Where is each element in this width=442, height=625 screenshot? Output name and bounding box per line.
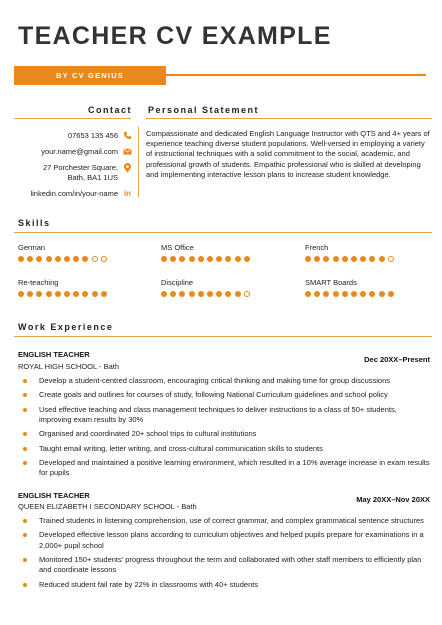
job-bullet: Monitored 150+ students’ progress throughout the term and collaborated with other staff members to efficiently plan and coordinate lessons: [22, 555, 430, 575]
rating-dot-filled: [342, 256, 348, 262]
skill-rating: [305, 291, 425, 297]
rating-dot-filled: [170, 291, 176, 297]
experience-heading: Work Experience: [18, 322, 114, 332]
skill-rating: [305, 256, 425, 262]
skill-rating: [18, 256, 138, 262]
skill-name: Re-teaching: [18, 278, 59, 287]
personal-statement: Compassionate and dedicated English Language Instructor with QTS and 4+ years of experience teaching diverse student populations. Well-versed in employing a variety of instructional techniques with a solid commitment to the social, academic, and professional growth of students. Empathic professional who is skilled at developing and implementing interactive lesson plans to increase student knowledge.: [146, 129, 430, 179]
rating-dot-filled: [333, 256, 339, 262]
job-title: ENGLISH TEACHER: [18, 350, 90, 359]
rating-dot-filled: [225, 291, 231, 297]
phone-text: 07653 135 456: [67, 131, 118, 140]
experience-rule: [14, 336, 432, 337]
rating-dot-filled: [46, 291, 52, 297]
statement-heading: Personal Statement: [148, 105, 260, 115]
map-pin-icon: [123, 163, 132, 172]
rating-dot-filled: [333, 291, 339, 297]
rating-dot-filled: [36, 291, 42, 297]
linkedin-text[interactable]: linkedin.com/in/your-name: [30, 189, 118, 198]
rating-dot-filled: [360, 291, 366, 297]
skill-name: German: [18, 243, 46, 252]
rating-dot-filled: [379, 291, 385, 297]
contact-linkedin[interactable]: [14, 189, 132, 199]
job-dates: Dec 20XX–Present: [364, 355, 430, 364]
rating-dot-empty: [244, 291, 250, 297]
rating-dot-filled: [55, 256, 61, 262]
rating-dot-filled: [161, 256, 167, 262]
rating-dot-filled: [92, 291, 98, 297]
rating-dot-filled: [161, 291, 167, 297]
rating-dot-filled: [82, 291, 88, 297]
rating-dot-filled: [323, 291, 329, 297]
rating-dot-filled: [235, 256, 241, 262]
skill-rating: [18, 291, 138, 297]
rating-dot-filled: [225, 256, 231, 262]
address-line1: 27 Porchester Square,: [42, 163, 118, 172]
job-bullet: Reduced student fail rate by 22% in classrooms with 40+ students: [22, 580, 430, 590]
skill-name: SMART Boards: [305, 278, 357, 287]
skills-heading: Skills: [18, 218, 51, 228]
contact-list: [14, 131, 132, 205]
skill-discipline: [161, 278, 281, 297]
rating-dot-filled: [64, 256, 70, 262]
rating-dot-empty: [388, 256, 394, 262]
skill-name: MS Office: [161, 243, 194, 252]
job-bullet: Develop a student-centred classroom, encouraging critical thinking and making time for group discussions: [22, 376, 430, 386]
rating-dot-filled: [55, 291, 61, 297]
rating-dot-filled: [73, 291, 79, 297]
rating-dot-empty: [101, 256, 107, 262]
rating-dot-filled: [216, 256, 222, 262]
rating-dot-filled: [305, 256, 311, 262]
banner-rule: [166, 74, 426, 76]
job-bullet: Developed and maintained a positive learning environment, which resulted in a 10% average increase in exam results for pupils: [22, 458, 430, 478]
rating-dot-filled: [101, 291, 107, 297]
rating-dot-filled: [189, 291, 195, 297]
phone-icon: [123, 131, 132, 140]
job-title: ENGLISH TEACHER: [18, 491, 90, 500]
rating-dot-filled: [27, 256, 33, 262]
rating-dot-filled: [314, 256, 320, 262]
job-bullets: [22, 376, 430, 483]
rating-dot-filled: [305, 291, 311, 297]
rating-dot-filled: [235, 291, 241, 297]
job-bullet: Taught email writing, letter writing, and cross-cultural communication skills to students: [22, 444, 430, 454]
rating-dot-filled: [27, 291, 33, 297]
rating-dot-filled: [18, 291, 24, 297]
rating-dot-filled: [314, 291, 320, 297]
rating-dot-filled: [379, 256, 385, 262]
column-divider: [138, 127, 139, 197]
job-company: QUEEN ELIZABETH I SECONDARY SCHOOL - Bath: [18, 502, 197, 511]
rating-dot-filled: [369, 256, 375, 262]
author-banner: BY CV GENIUS: [14, 66, 166, 85]
rating-dot-filled: [73, 256, 79, 262]
job-dates: May 20XX–Nov 20XX: [356, 495, 430, 504]
skill-rating: [161, 291, 281, 297]
rating-dot-filled: [369, 291, 375, 297]
rating-dot-filled: [198, 256, 204, 262]
rating-dot-filled: [46, 256, 52, 262]
contact-address: [14, 163, 132, 183]
address-line2: Bath, BA1 1US: [67, 173, 118, 182]
rating-dot-filled: [388, 291, 394, 297]
contact-email: [14, 147, 132, 157]
skill-ms-office: [161, 243, 281, 262]
rating-dot-filled: [244, 256, 250, 262]
skill-german: [18, 243, 138, 262]
email-text: your.name@gmail.com: [41, 147, 118, 156]
job-bullet: Used effective teaching and class management techniques to deliver instructions to a class of 50+ students, improving exam results by 30%: [22, 405, 430, 425]
skill-name: French: [305, 243, 329, 252]
skills-rule: [14, 232, 432, 233]
statement-rule: [146, 118, 432, 119]
rating-dot-filled: [179, 291, 185, 297]
rating-dot-empty: [92, 256, 98, 262]
contact-rule: [14, 118, 131, 119]
contact-phone: [14, 131, 132, 141]
rating-dot-filled: [179, 256, 185, 262]
skill-name: Discipline: [161, 278, 194, 287]
skill-smart-boards: [305, 278, 425, 297]
rating-dot-filled: [216, 291, 222, 297]
rating-dot-filled: [36, 256, 42, 262]
rating-dot-filled: [64, 291, 70, 297]
rating-dot-filled: [207, 256, 213, 262]
rating-dot-filled: [189, 256, 195, 262]
job-bullet: Trained students in listening comprehension, use of correct grammar, and complex grammatical sentence structures: [22, 516, 430, 526]
envelope-icon: [123, 147, 132, 156]
page-title: TEACHER CV EXAMPLE: [18, 22, 332, 50]
job-bullet: Developed effective lesson plans according to curriculum objectives and helped pupils prepare for examinations in a 2,000+ pupil school: [22, 530, 430, 550]
job-bullet: Create goals and outlines for courses of study, following National Curriculum guidelines and school policy: [22, 390, 430, 400]
rating-dot-filled: [198, 291, 204, 297]
job-bullet: Organised and coordinated 20+ school trips to cultural institutions: [22, 429, 430, 439]
skill-rating: [161, 256, 281, 262]
rating-dot-filled: [323, 256, 329, 262]
rating-dot-filled: [360, 256, 366, 262]
job-company: ROYAL HIGH SCHOOL - Bath: [18, 362, 119, 371]
skill-french: [305, 243, 425, 262]
linkedin-icon: in: [123, 189, 132, 198]
rating-dot-filled: [351, 256, 357, 262]
skill-re-teaching: [18, 278, 138, 297]
job-bullets: [22, 516, 430, 594]
rating-dot-filled: [342, 291, 348, 297]
rating-dot-filled: [82, 256, 88, 262]
rating-dot-filled: [170, 256, 176, 262]
rating-dot-filled: [351, 291, 357, 297]
contact-heading: Contact: [88, 105, 132, 115]
rating-dot-filled: [207, 291, 213, 297]
rating-dot-filled: [18, 256, 24, 262]
